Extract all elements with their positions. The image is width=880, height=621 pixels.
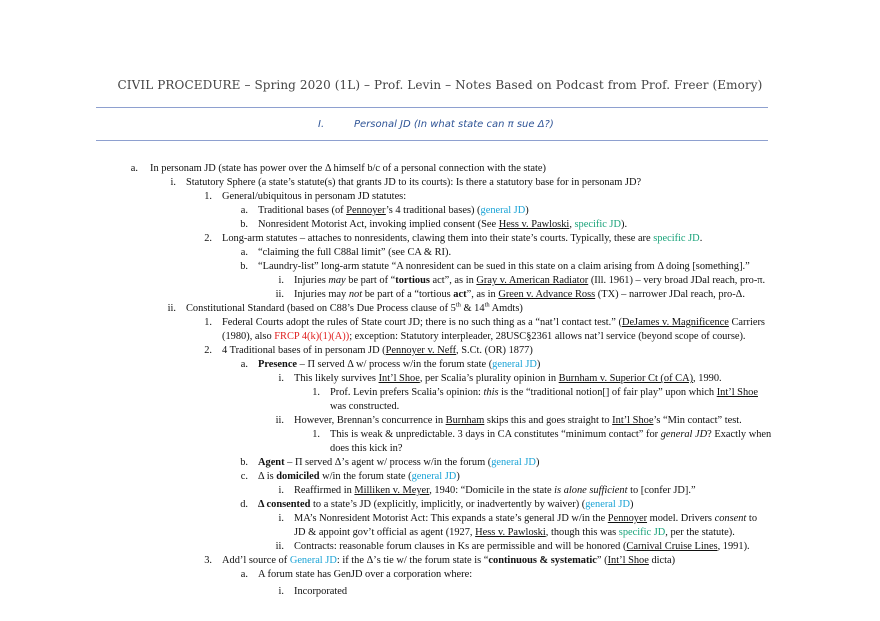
outline-item-incorporated: Incorporated	[294, 586, 348, 597]
outline-item-levin-prefers: Prof. Levin prefers Scalia’s opinion: this is the “traditional notion[] of fair play” upon which Int’l Shoe	[330, 387, 758, 398]
outline-marker: a.	[240, 205, 248, 216]
outline-item-presence: Presence – Π served Δ w/ process w/in the forum state (general JD)	[258, 359, 541, 370]
case-citation: Milliken v. Meyer	[354, 485, 430, 496]
outline-item-general-statutes: General/ubiquitous in personam JD statutes:	[222, 191, 407, 202]
header-rule-bottom	[96, 140, 768, 141]
case-citation: Burnham v. Superior Ct (of CA)	[558, 373, 694, 384]
outline-item-domiciled: Δ is domiciled w/in the forum state (general JD)	[258, 471, 460, 482]
outline-item-long-arm: Long-arm statutes – attaches to nonresidents, clawing them into their state’s courts. Typically, these are specific JD.	[222, 233, 703, 244]
outline-marker: ii.	[275, 415, 284, 426]
outline-item-consented: Δ consented to a state’s JD (explicitly, implicitly, or inadvertently by waiver) (general JD)	[258, 499, 634, 510]
outline-item-agent: Agent – Π served Δ’s agent w/ process w/in the forum (general JD)	[258, 457, 540, 468]
outline-item-milliken: Reaffirmed in Milliken v. Meyer, 1940: “Domicile in the state is alone sufficient to [confer JD].”	[294, 485, 696, 496]
outline-marker: 1.	[312, 387, 320, 398]
outline-item-burnham-scalia: This likely survives Int’l Shoe, per Scalia’s plurality opinion in Burnham v. Superior Ct (of CA), 1990.	[294, 373, 722, 384]
outline-marker: 2.	[204, 233, 212, 244]
outline-marker: d.	[240, 499, 248, 510]
specific-jd-tag: specific JD	[618, 527, 666, 538]
outline-item-continuous-systematic: Add’l source of General JD: if the Δ’s tie w/ the forum state is “continuous & systematic” (Int’l Shoe dicta)	[222, 555, 676, 566]
outline-item-full-limit: “claiming the full C88al limit” (see CA & RI).	[258, 247, 452, 258]
outline-marker: 1.	[204, 191, 212, 202]
case-citation: Gray v. American Radiator	[476, 275, 589, 286]
outline-marker: b.	[240, 457, 248, 468]
outline-item-ma-motorist-cont: JD & appoint gov’t official as agent (1927, Hess v. Pawloski, though this was specific JD, per the statute).	[294, 527, 735, 538]
outline-marker: a.	[240, 247, 248, 258]
general-jd-tag: general JD	[480, 205, 526, 216]
specific-jd-tag: specific JD	[653, 233, 700, 244]
frcp-citation: FRCP 4(k)(1)(A))	[274, 331, 350, 342]
outline-item-constitutional-standard: Constitutional Standard (based on C88’s Due Process clause of 5th & 14th Amdts)	[186, 301, 523, 314]
outline-marker: b.	[240, 261, 248, 272]
outline-item-contracts: Contracts: reasonable forum clauses in Ks are permissible and will be honored (Carnival Cruise Lines, 1991).	[294, 541, 750, 552]
outline-item-weak-unpredictable: This is weak & unpredictable. 3 days in CA constitutes “minimum contact” for general JD? Exactly when	[330, 429, 772, 440]
case-citation: Int’l Shoe	[612, 415, 654, 426]
outline-marker: a.	[240, 569, 248, 580]
outline-marker: i.	[170, 177, 176, 188]
page-header: CIVIL PROCEDURE – Spring 2020 (1L) – Prof. Levin – Notes Based on Podcast from Prof. Freer (Emory)	[117, 78, 763, 92]
outline-marker: i.	[278, 513, 284, 524]
outline-marker: ii.	[275, 541, 284, 552]
outline-marker: b.	[240, 219, 248, 230]
outline-item-nonresident-motorist: Nonresident Motorist Act, invoking implied consent (See Hess v. Pawloski, specific JD).	[258, 219, 628, 230]
outline-item-statutory-sphere: Statutory Sphere (a state’s statute(s) that grants JD to its courts): Is there a statutory base for in personam JD?	[186, 177, 642, 188]
outline-item-weak-unpredictable-cont: does this kick in?	[330, 443, 403, 454]
outline-item-corporation-genjd: A forum state has GenJD over a corporation where:	[258, 569, 473, 580]
outline-item-ma-motorist: MA’s Nonresident Motorist Act: This expands a state’s general JD w/in the Pennoyer model. Drivers consent to	[294, 513, 758, 524]
case-citation: Carnival Cruise Lines	[626, 541, 718, 552]
general-jd-tag: general JD	[492, 359, 537, 370]
outline-marker: a.	[240, 359, 248, 370]
outline-marker: 2.	[204, 345, 212, 356]
case-citation: Pennoyer v. Neff	[385, 345, 457, 356]
case-citation: Hess v. Pawloski	[475, 527, 546, 538]
outline-item-green-advance-ross: Injuries may not be part of a “tortious act”, as in Green v. Advance Ross (TX) – narrower JDal reach, pro-Δ.	[294, 289, 745, 300]
outline-marker: i.	[278, 485, 284, 496]
general-jd-tag: general JD	[411, 471, 457, 482]
outline-item-levin-prefers-cont: was constructed.	[330, 401, 400, 412]
outline-item-federal-courts-cont: (1980), also FRCP 4(k)(1)(A)); exception: Statutory interpleader, 28USC§2361 allows nat’l service (beyond scope of course).	[222, 331, 746, 342]
case-citation: Burnham	[445, 415, 485, 426]
case-citation: Int’l Shoe	[607, 555, 649, 566]
outline-marker: i.	[278, 373, 284, 384]
section-title: Personal JD (In what state can π sue Δ?)	[354, 119, 554, 130]
outline-item-gray-radiator: Injuries may be part of “tortious act”, as in Gray v. American Radiator (Ill. 1961) – very broad JDal reach, pro-π.	[294, 275, 766, 286]
outline-item-brennan: However, Brennan’s concurrence in Burnham skips this and goes straight to Int’l Shoe’s “Min contact” test.	[294, 415, 742, 426]
outline-marker: c.	[240, 471, 248, 482]
outline-marker: i.	[278, 275, 284, 286]
outline-marker: 1.	[312, 429, 320, 440]
case-citation: Int’l Shoe	[716, 387, 758, 398]
case-citation: DeJames v. Magnificence	[621, 317, 729, 328]
outline-item-traditional-bases: Traditional bases (of Pennoyer’s 4 traditional bases) (general JD)	[258, 205, 529, 216]
case-citation: Int’l Shoe	[378, 373, 420, 384]
outline-marker: 1.	[204, 317, 212, 328]
outline-marker: a.	[130, 163, 138, 174]
case-citation: Hess v. Pawloski	[498, 219, 570, 230]
outline-item-federal-courts: Federal Courts adopt the rules of State court JD; there is no such thing as a “nat’l contact test.” (DeJames v. Magnificence Carriers	[222, 317, 765, 328]
section-number: I.	[318, 119, 325, 130]
case-citation: Green v. Advance Ross	[498, 289, 596, 300]
outline-item-laundry-list: “Laundry-list” long-arm statute “A nonresident can be sued in this state on a claim arising from Δ doing [something].”	[258, 261, 750, 272]
outline-item-a: In personam JD (state has power over the Δ himself b/c of a personal connection with the state)	[150, 163, 546, 174]
header-rule-top	[96, 107, 768, 108]
case-citation: Pennoyer	[607, 513, 648, 524]
specific-jd-tag: specific JD	[574, 219, 621, 230]
outline-item-four-bases: 4 Traditional bases of in personam JD (Pennoyer v. Neff, S.Ct. (OR) 1877)	[222, 345, 533, 356]
general-jd-tag: General JD	[289, 555, 337, 566]
general-jd-tag: general JD	[491, 457, 536, 468]
outline-marker: ii.	[167, 303, 176, 314]
outline-marker: i.	[278, 586, 284, 597]
case-citation: Pennoyer	[346, 205, 386, 216]
general-jd-tag: general JD	[585, 499, 630, 510]
outline-marker: 3.	[204, 555, 212, 566]
outline-marker: ii.	[275, 289, 284, 300]
